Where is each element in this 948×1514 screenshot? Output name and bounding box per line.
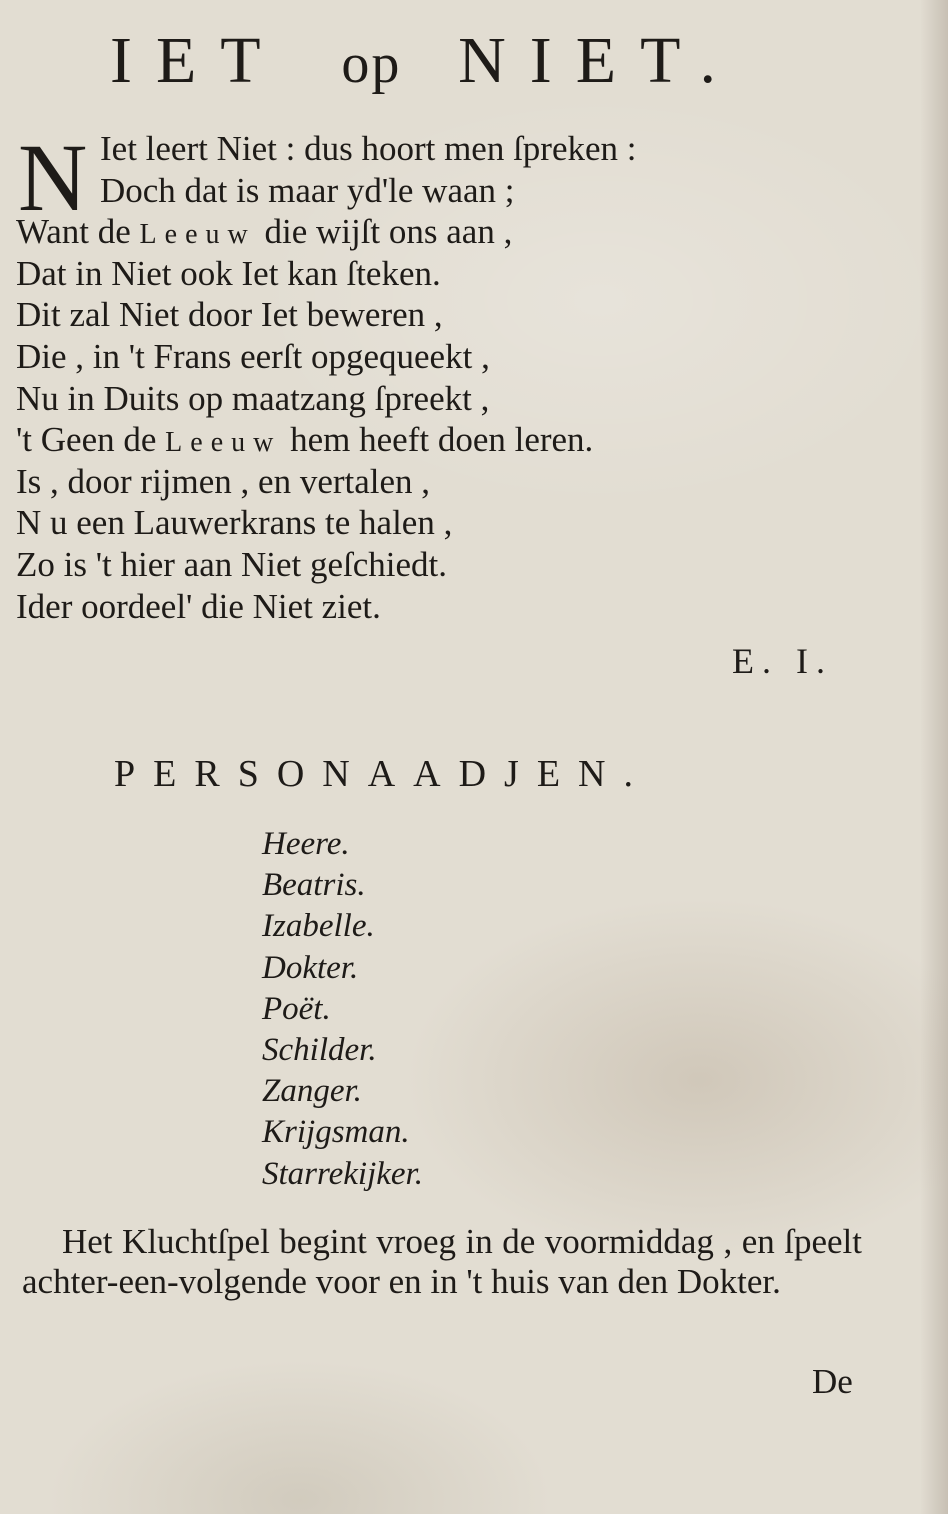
personae-list [262, 824, 423, 1195]
poem-line [16, 253, 776, 295]
persona-name: Izabelle. [262, 908, 375, 945]
page-edge-shadow [920, 0, 948, 1514]
poem-line [16, 170, 776, 212]
small-caps-name: Leeuw [139, 219, 256, 251]
small-caps-name: Leeuw [165, 427, 282, 459]
poem-line-text: Iet leert Niet : dus hoort men ſpreken : [100, 129, 637, 168]
setting-paragraph: Het Kluchtſpel begint vroeg in de voormiddag , en ſpeelt achter-een-volgende voor en in 't huis van den Dokter. [22, 1222, 862, 1301]
poem-line [16, 128, 776, 170]
poem-line [16, 419, 776, 461]
persona-name: Poët. [262, 990, 331, 1027]
poem-line-text: Want de [16, 212, 140, 252]
poem-line [16, 211, 776, 253]
poem-line [16, 544, 776, 586]
poem-line-text: Dit zal Niet door Iet beweren , [16, 295, 443, 335]
persona-name: Schilder. [262, 1031, 377, 1068]
poem-line-text: 't Geen de [16, 420, 166, 460]
personae-heading: PERSONAADJEN. [114, 753, 651, 795]
poem-line-text: Doch dat is maar yd'le waan ; [100, 170, 515, 210]
poem-line-text: die wijſt ons aan , [255, 212, 513, 252]
drop-cap: N [18, 124, 88, 231]
catchword: De [812, 1362, 853, 1401]
poem-line-text: Zo is 't hier aan Niet geſchiedt. [16, 544, 448, 584]
poem-line [16, 461, 776, 503]
poem-signature: E. I. [732, 641, 833, 681]
poem-line-text: N u een Lauwerkrans te halen , [16, 503, 453, 543]
poem-line-text: Nu in Duits op maatzang ſpreekt , [16, 378, 490, 418]
persona-name: Heere. [262, 826, 350, 862]
poem-line [16, 586, 776, 628]
poem [16, 124, 776, 627]
title-word-niet: NIET. [458, 24, 740, 97]
poem-line [16, 378, 776, 420]
persona-name: Krijgsman. [262, 1114, 410, 1151]
persona-name: Dokter. [262, 949, 359, 986]
poem-line [16, 502, 776, 544]
title-word-iet: IET [110, 24, 285, 97]
persona-name: Starrekijker. [262, 1155, 423, 1192]
page-title [110, 24, 740, 97]
poem-line-text: Dat in Niet ook Iet kan ſteken. [16, 253, 441, 293]
poem-line-text: Is , door rijmen , en vertalen , [16, 461, 431, 501]
poem-line-text: Die , in 't Frans eerſt opgequeekt , [16, 336, 490, 376]
persona-name: Beatris. [262, 867, 366, 904]
persona-name: Zanger. [262, 1073, 362, 1110]
title-word-op: op [341, 33, 402, 95]
poem-line-text: Ider oordeel' die Niet ziet. [16, 586, 381, 626]
poem-line-text: hem heeft doen leren. [281, 420, 594, 460]
poem-line [16, 336, 776, 378]
poem-line [16, 294, 776, 336]
